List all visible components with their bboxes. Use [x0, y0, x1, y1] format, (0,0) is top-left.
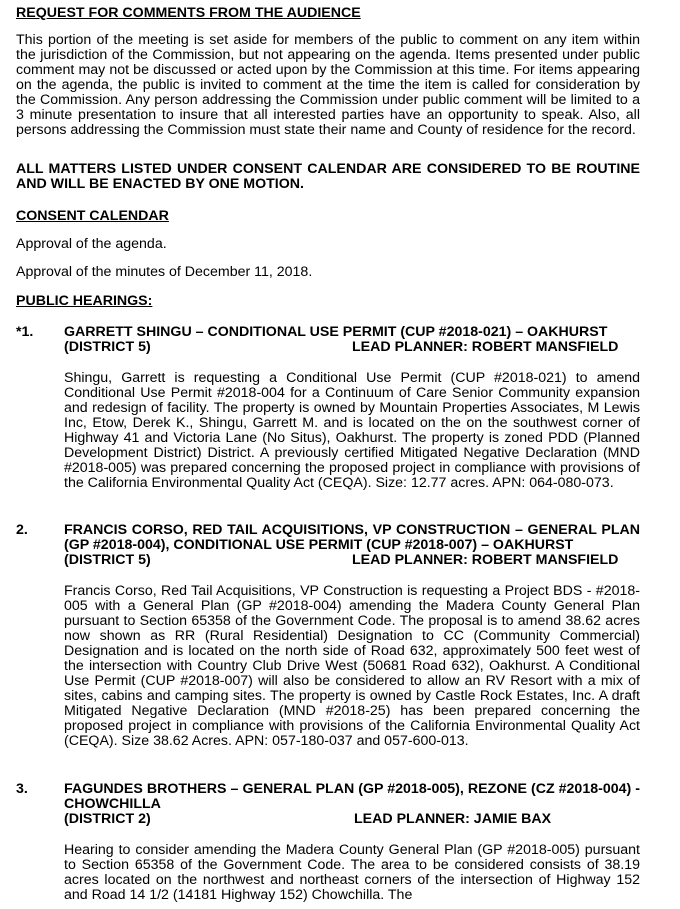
- hearing-item-number: 3.: [16, 781, 28, 797]
- hearing-item-number: *1.: [16, 324, 34, 340]
- hearing-item-number: 2.: [16, 522, 28, 538]
- hearing-item-lead-planner: LEAD PLANNER: ROBERT MANSFIELD: [352, 552, 619, 568]
- hearing-item-title: GARRETT SHINGU – CONDITIONAL USE PERMIT (CUP #2018-021) – OAKHURST: [64, 324, 608, 340]
- hearing-item-lead-planner: LEAD PLANNER: JAMIE BAX: [354, 811, 552, 827]
- hearing-item-title: FRANCIS CORSO, RED TAIL ACQUISITIONS, VP CONSTRUCTION – GENERAL PLAN (GP #2018-004), CONDITIONAL USE PERMIT (CUP #2018-007) – OAKHURST: [64, 522, 640, 553]
- hearing-item-lead-planner: LEAD PLANNER: ROBERT MANSFIELD: [352, 339, 619, 355]
- hearing-item-district-row: [64, 812, 640, 827]
- hearing-item-district-row: [64, 340, 640, 355]
- hearing-item-district-row: [64, 553, 640, 568]
- hearing-item-district: (DISTRICT 2): [64, 811, 151, 827]
- hearing-item-body: Hearing to consider amending the Madera County General Plan (GP #2018-005) pursuant to Section 65358 of the Government Code. The area to be considered consists of 38.19 acres located on the northwest and northeast corners of the intersection of Highway 152 and Road 14 1/2 (14181 Highway 152) Chowchilla. The: [64, 842, 640, 903]
- consent-notice: ALL MATTERS LISTED UNDER CONSENT CALENDAR ARE CONSIDERED TO BE ROUTINE AND WILL BE ENACTED BY ONE MOTION.: [16, 161, 640, 192]
- public-comments-heading: REQUEST FOR COMMENTS FROM THE AUDIENCE: [16, 5, 361, 21]
- consent-calendar-heading: CONSENT CALENDAR: [16, 208, 169, 224]
- hearing-item-district: (DISTRICT 5): [64, 339, 151, 355]
- hearing-item-district: (DISTRICT 5): [64, 552, 151, 568]
- public-hearings-heading: PUBLIC HEARINGS:: [16, 293, 153, 309]
- hearing-item-body: Shingu, Garrett is requesting a Conditional Use Permit (CUP #2018-021) to amend Conditional Use Permit #2018-004 for a Continuum of Care Senior Community expansion and redesign of facility. The property is owned by Mountain Properties Associates, M Lewis Inc, Etow, Derek K., Shingu, Garrett M. and is located on the on the southwest corner of Highway 41 and Victoria Lane (No Situs), Oakhurst. The property is zoned PDD (Planned Development District) District. A previously certified Mitigated Negative Declaration (MND #2018-005) was prepared concerning the proposed project in compliance with provisions of the California Environmental Quality Act (CEQA). Size: 12.77 acres. APN: 064-080-073.: [64, 370, 640, 491]
- hearing-item-body: Francis Corso, Red Tail Acquisitions, VP Construction is requesting a Project BDS - #2018-005 with a General Plan (GP #2018-004) amending the Madera County General Plan pursuant to Section 65358 of the Government Code. The proposal is to amend 38.62 acres now shown as RR (Rural Residential) Designation to CC (Community Commercial) Designation and is located on the north side of Road 632, approximately 500 feet west of the intersection with Country Club Drive West (50681 Road 632), Oakhurst. A Conditional Use Permit (CUP #2018-007) will also be considered to allow an RV Resort with a mix of sites, cabins and camping sites. The property is owned by Castle Rock Estates, Inc. A draft Mitigated Negative Declaration (MND #2018-25) has been prepared concerning the proposed project in compliance with provisions of the California Environmental Quality Act (CEQA). Size 38.62 Acres. APN: 057-180-037 and 057-600-013.: [64, 583, 640, 749]
- hearing-item-title: FAGUNDES BROTHERS – GENERAL PLAN (GP #2018-005), REZONE (CZ #2018-004) - CHOWCHILLA: [64, 781, 640, 812]
- public-comments-body: This portion of the meeting is set aside for members of the public to comment on any item within the jurisdiction of the Commission, but not appearing on the agenda. Items presented under public comment may not be discussed or acted upon by the Commission at this time. For items appearing on the agenda, the public is invited to comment at the time the item is called for consideration by the Commission. Any person addressing the Commission under public comment will be limited to a 3 minute presentation to insure that all interested parties have an opportunity to speak. Also, all persons addressing the Commission must state their name and County of residence for the record.: [16, 32, 640, 138]
- consent-item: Approval of the agenda.: [16, 236, 167, 252]
- consent-item: Approval of the minutes of December 11, 2018.: [16, 264, 313, 280]
